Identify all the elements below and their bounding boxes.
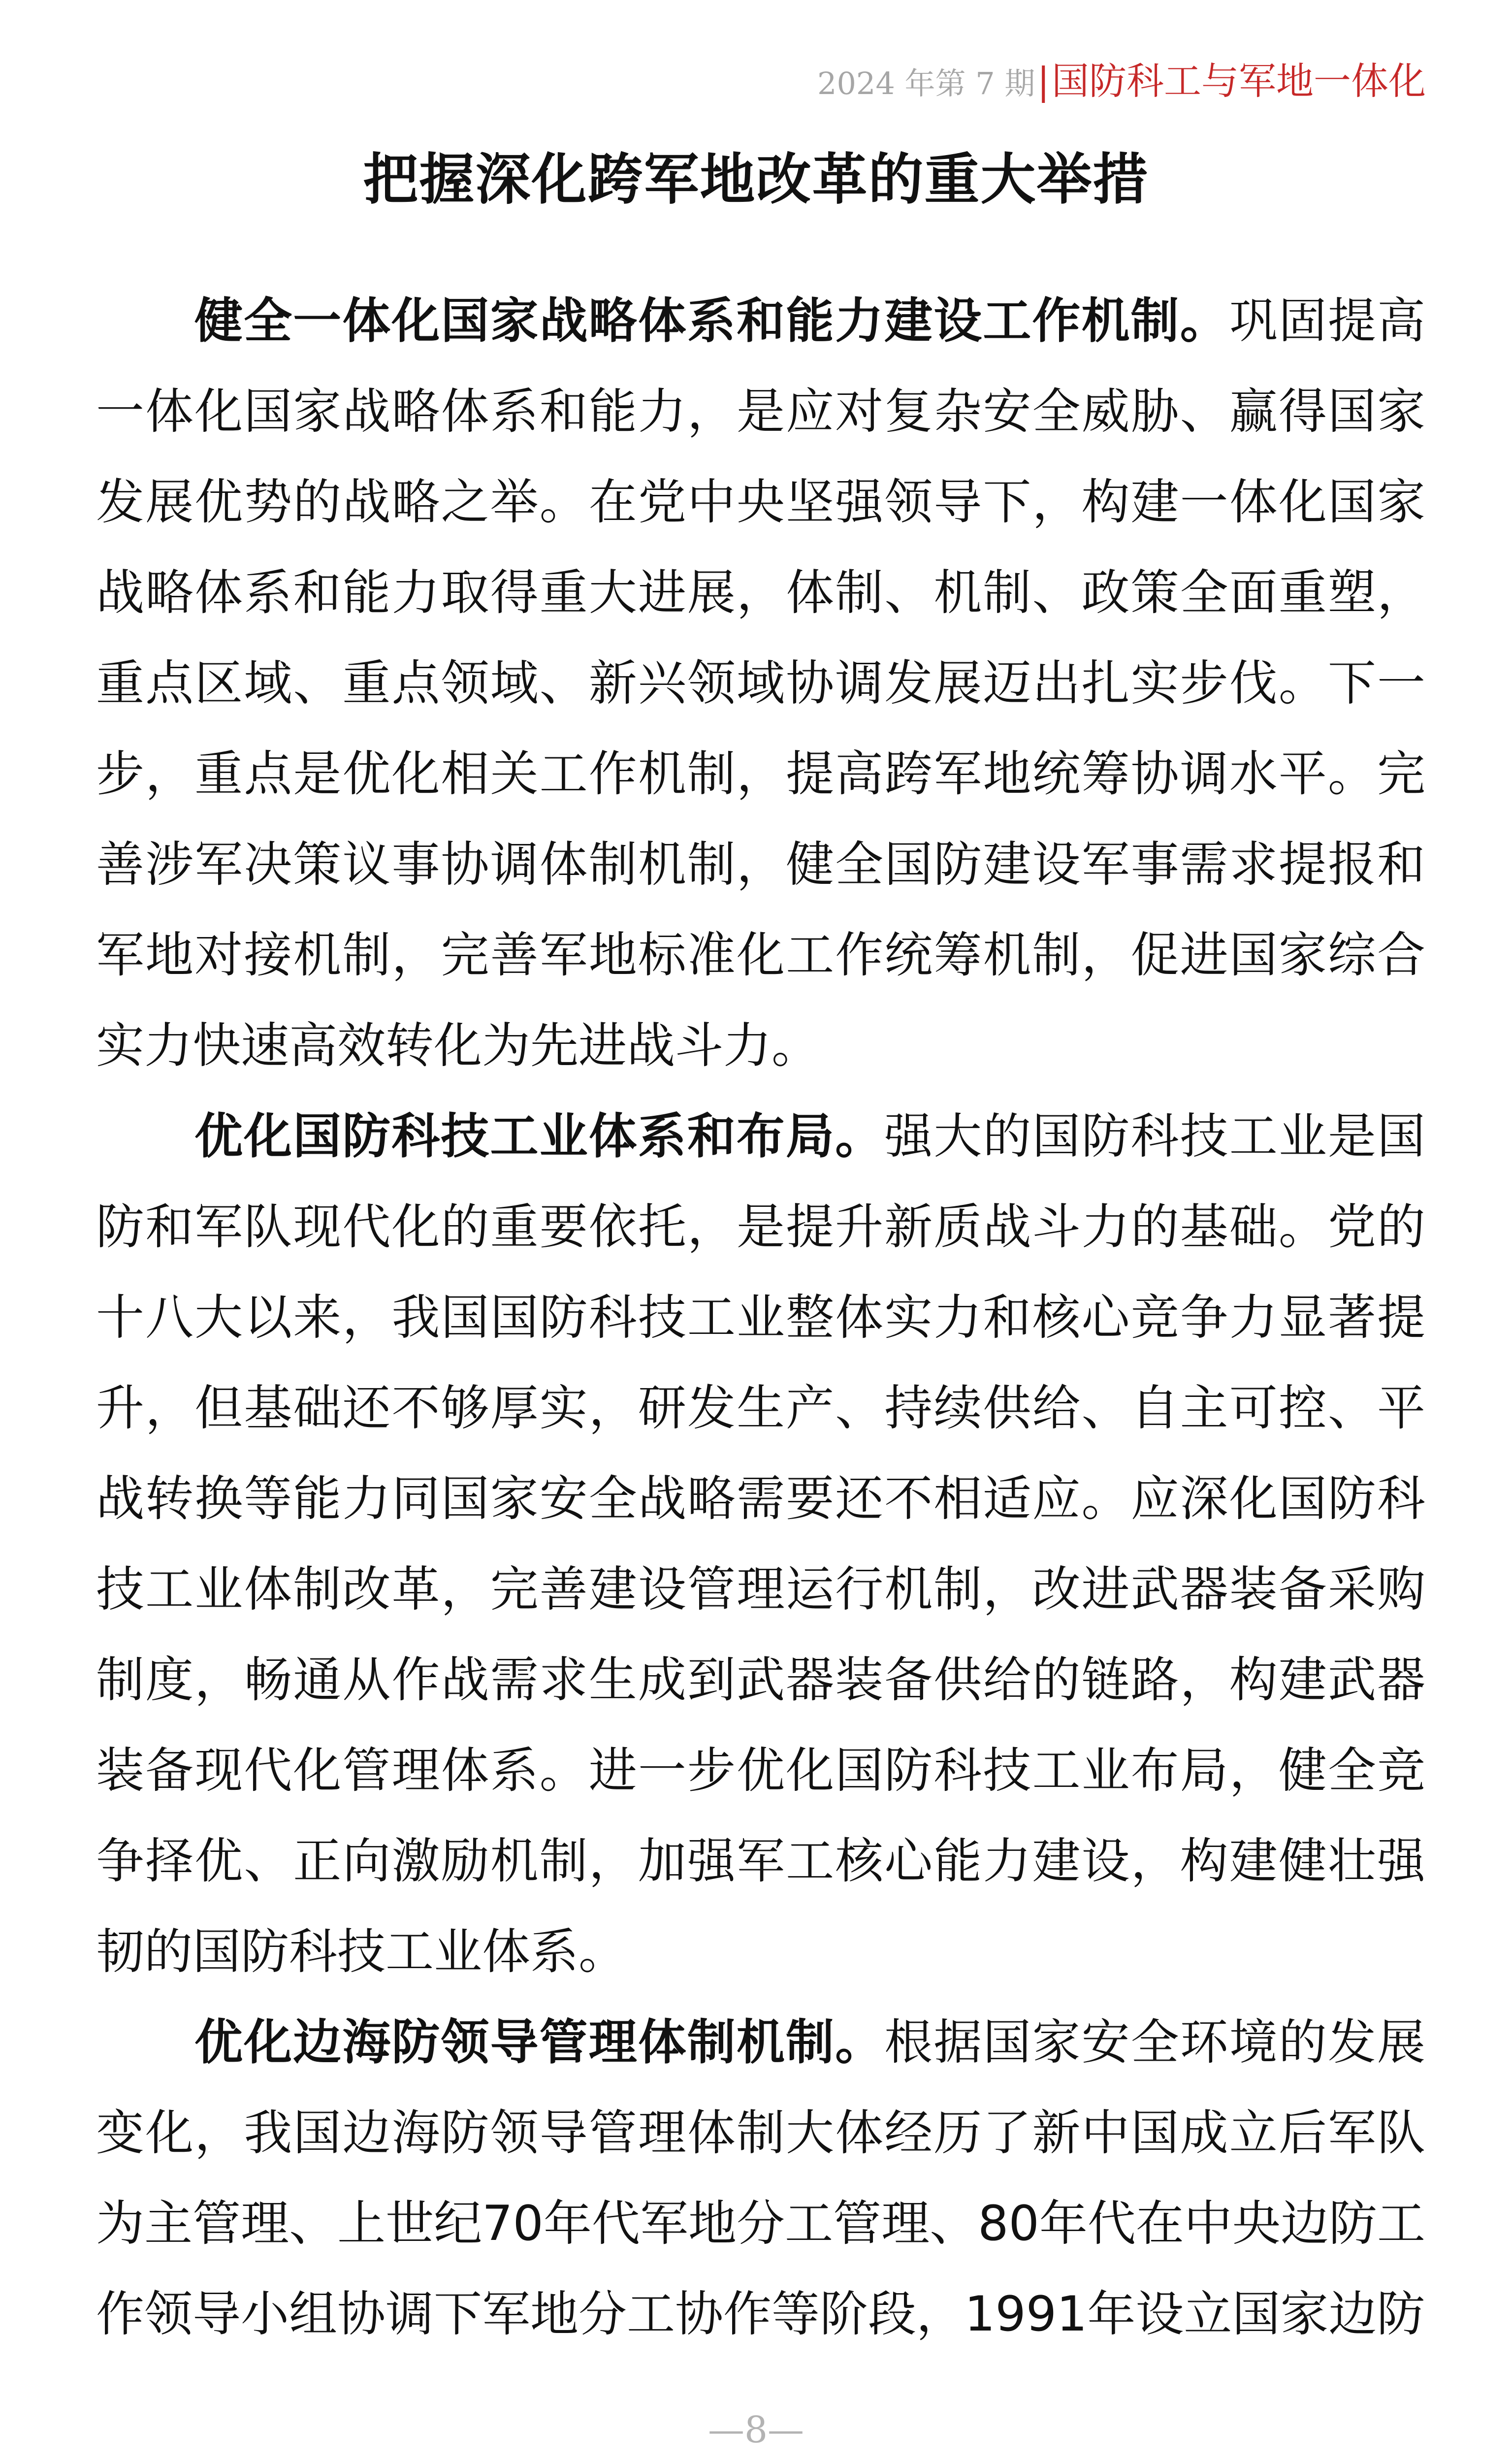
page-number: —8—	[708, 2409, 804, 2451]
header-separator: |	[1037, 59, 1050, 103]
article-title: 把握深化跨军地改革的重大举措	[363, 147, 1149, 212]
issue-label: 2024 年第 7 期	[817, 65, 1035, 101]
paragraph-2-lead: 优化国防科技工业体系和布局。	[194, 1108, 885, 1165]
paragraph-3-lead: 优化边海防领导管理体制机制。	[194, 2014, 885, 2071]
paragraph-3-text: 根据国家安全环境的发展变化，我国边海防领导管理体制大体经历了新中国成立后军队为主管理、上世纪70年代军地分工管理、80年代在中央边防工作领导小组协调下军地分工协作等阶段，1991年设立国家边防	[96, 2014, 1425, 2342]
running-header	[817, 54, 1426, 111]
article-body	[96, 276, 1425, 2360]
paragraph-3	[96, 1997, 1425, 2360]
paragraph-1-text: 巩固提高一体化国家战略体系和能力，是应对复杂安全威胁、赢得国家发展优势的战略之举。在党中央坚强领导下，构建一体化国家战略体系和能力取得重大进展，体制、机制、政策全面重塑，重点区域、重点领域、新兴领域协调发展迈出扎实步伐。下一步，重点是优化相关工作机制，提高跨军地统筹协调水平。完善涉军决策议事协调体制机制，健全国防建设军事需求提报和军地对接机制，完善军地标准化工作统筹机制，促进国家综合实力快速高效转化为先进战斗力。	[96, 293, 1425, 1074]
magazine-name: 国防科工与军地一体化	[1052, 59, 1426, 103]
paragraph-2-text: 强大的国防科技工业是国防和军队现代化的重要依托，是提升新质战斗力的基础。党的十八大以来，我国国防科技工业整体实力和核心竞争力显著提升，但基础还不够厚实，研发生产、持续供给、自主可控、平战转换等能力同国家安全战略需要还不相适应。应深化国防科技工业体制改革，完善建设管理运行机制，改进武器装备采购制度，畅通从作战需求生成到武器装备供给的链路，构建武器装备现代化管理体系。进一步优化国防科技工业布局，健全竞争择优、正向激励机制，加强军工核心能力建设，构建健壮强韧的国防科技工业体系。	[96, 1108, 1425, 1980]
paragraph-1-lead: 健全一体化国家战略体系和能力建设工作机制。	[194, 292, 1229, 349]
paragraph-2	[96, 1091, 1425, 1997]
paragraph-1	[96, 276, 1425, 1091]
